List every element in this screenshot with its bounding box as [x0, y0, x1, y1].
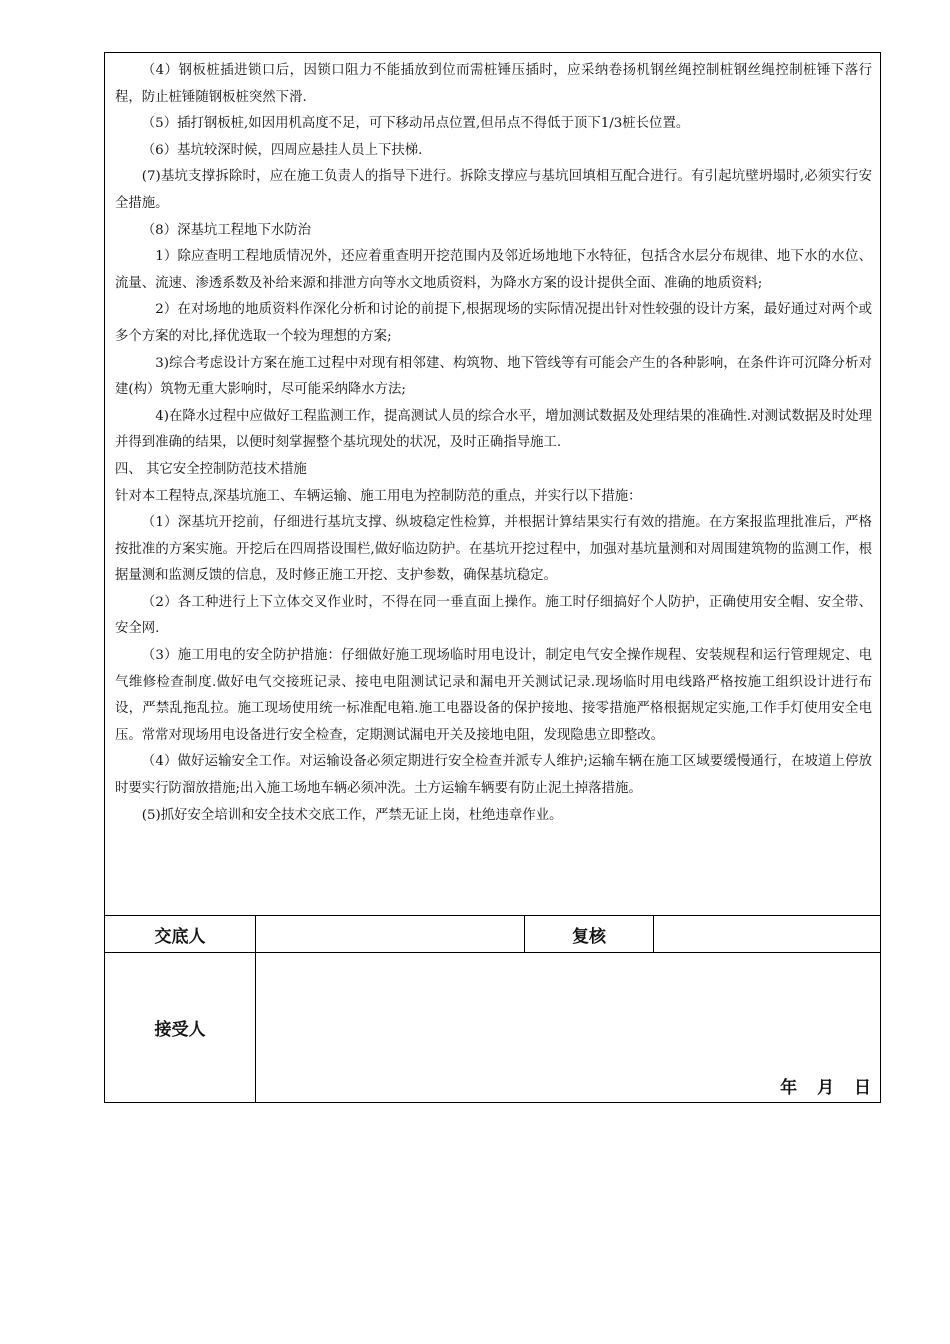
signature-row	[105, 915, 880, 952]
paragraph: 1）除应查明工程地质情况外，还应着重查明开挖范围内及邻近场地地下水特征，包括含水层分布规律、地下水的水位、流量、流速、渗透系数及补给来源和排泄方向等水文地质资料，为降水方案的设计提供全面、准确的地质资料;	[115, 249, 872, 291]
review-field[interactable]	[653, 916, 879, 952]
paragraph: （6）基坑较深时候，四周应悬挂人员上下扶梯.	[141, 142, 423, 158]
paragraph: 四、 其它安全控制防范技术措施	[115, 461, 307, 477]
paragraph: （3）施工用电的安全防护措施：仔细做好施工现场临时用电设计，制定电气安全操作规程、安装规程和运行管理规定、电气维修检查制度.做好电气交接班记录、接电电阻测试记录和漏电开关测试记录.现场临时用电线路严格按施工组织设计进行布设，严禁乱拖乱拉。施工现场使用统一标准配电箱.施工电器设备的保护接地、接零措施严格根据规定实施,工作手灯使用安全电压。常常对现场用电设备进行安全检查，定期测试漏电开关及接地电阻，发现隐患立即整改。	[115, 648, 872, 743]
review-label: 复核	[524, 916, 653, 952]
paragraph: (7)基坑支撑拆除时，应在施工负责人的指导下进行。拆除支撑应与基坑回填相互配合进行。有引起坑壁坍塌时,必须实行安全措施。	[115, 169, 872, 211]
paragraph: （4）钢板桩插进锁口后，因锁口阻力不能插放到位而需桩锤压插时，应采纳卷扬机钢丝绳控制桩钢丝绳控制桩锤下落行程，防止桩锤随钢板桩突然下滑.	[115, 63, 872, 105]
paragraph: （4）做好运输安全工作。对运输设备必须定期进行安全检查并派专人维护;运输车辆在施工区域要缓慢通行，在坡道上停放时要实行防溜放措施;出入施工场地车辆必须冲洗。土方运输车辆要有防止泥土掉落措施。	[115, 754, 872, 797]
paragraph: 2）在对场地的地质资料作深化分析和讨论的前提下,根据现场的实际情况提出针对性较强的设计方案，最好通过对两个或多个方案的对比,择优选取一个较为理想的方案;	[115, 302, 872, 344]
paragraph: 4)在降水过程中应做好工程监测工作，提高测试人员的综合水平，增加测试数据及处理结果的准确性.对测试数据及时处理并得到准确的结果，以便时刻掌握整个基坑现处的状况，及时正确指导施工.	[115, 408, 872, 451]
presenter-field[interactable]	[255, 916, 524, 952]
paragraph: (5)抓好安全培训和安全技术交底工作，严禁无证上岗，杜绝违章作业。	[141, 807, 563, 823]
document-frame	[104, 52, 881, 1103]
paragraph: （8）深基坑工程地下水防治	[141, 222, 312, 238]
document-body	[105, 53, 880, 915]
presenter-label: 交底人	[154, 926, 206, 947]
paragraph: （2）各工种进行上下立体交叉作业时，不得在同一垂直面上操作。施工时仔细搞好个人防护，正确使用安全帽、安全带、安全网.	[115, 594, 872, 637]
receiver-field[interactable]	[255, 953, 879, 1102]
paragraph: （1）深基坑开挖前，仔细进行基坑支撑、纵坡稳定性检算，并根据计算结果实行有效的措施。在方案报监理批准后，严格按批准的方案实施。开挖后在四周搭设围栏,做好临边防护。在基坑开挖过程中，加强对基坑量测和对周围建筑物的监测工作，根据量测和监测反馈的信息，及时修正施工开挖、支护参数，确保基坑稳定。	[115, 515, 872, 584]
paragraph: 针对本工程特点,深基坑施工、车辆运输、施工用电为控制防范的重点，并实行以下措施：	[115, 488, 642, 504]
date-label: 年 月 日	[780, 1078, 871, 1098]
paragraph: 3)综合考虑设计方案在施工过程中对现有相邻建、构筑物、地下管线等有可能会产生的各种影响，在条件许可沉降分析对建(构）筑物无重大影响时，尽可能采纳降水方法;	[115, 355, 872, 398]
receiver-label: 接受人	[154, 1020, 206, 1040]
receiver-row	[105, 952, 880, 1102]
paragraph: （5）插打钢板桩,如因用机高度不足，可下移动吊点位置,但吊点不得低于顶下1/3桩长位置。	[141, 116, 690, 132]
